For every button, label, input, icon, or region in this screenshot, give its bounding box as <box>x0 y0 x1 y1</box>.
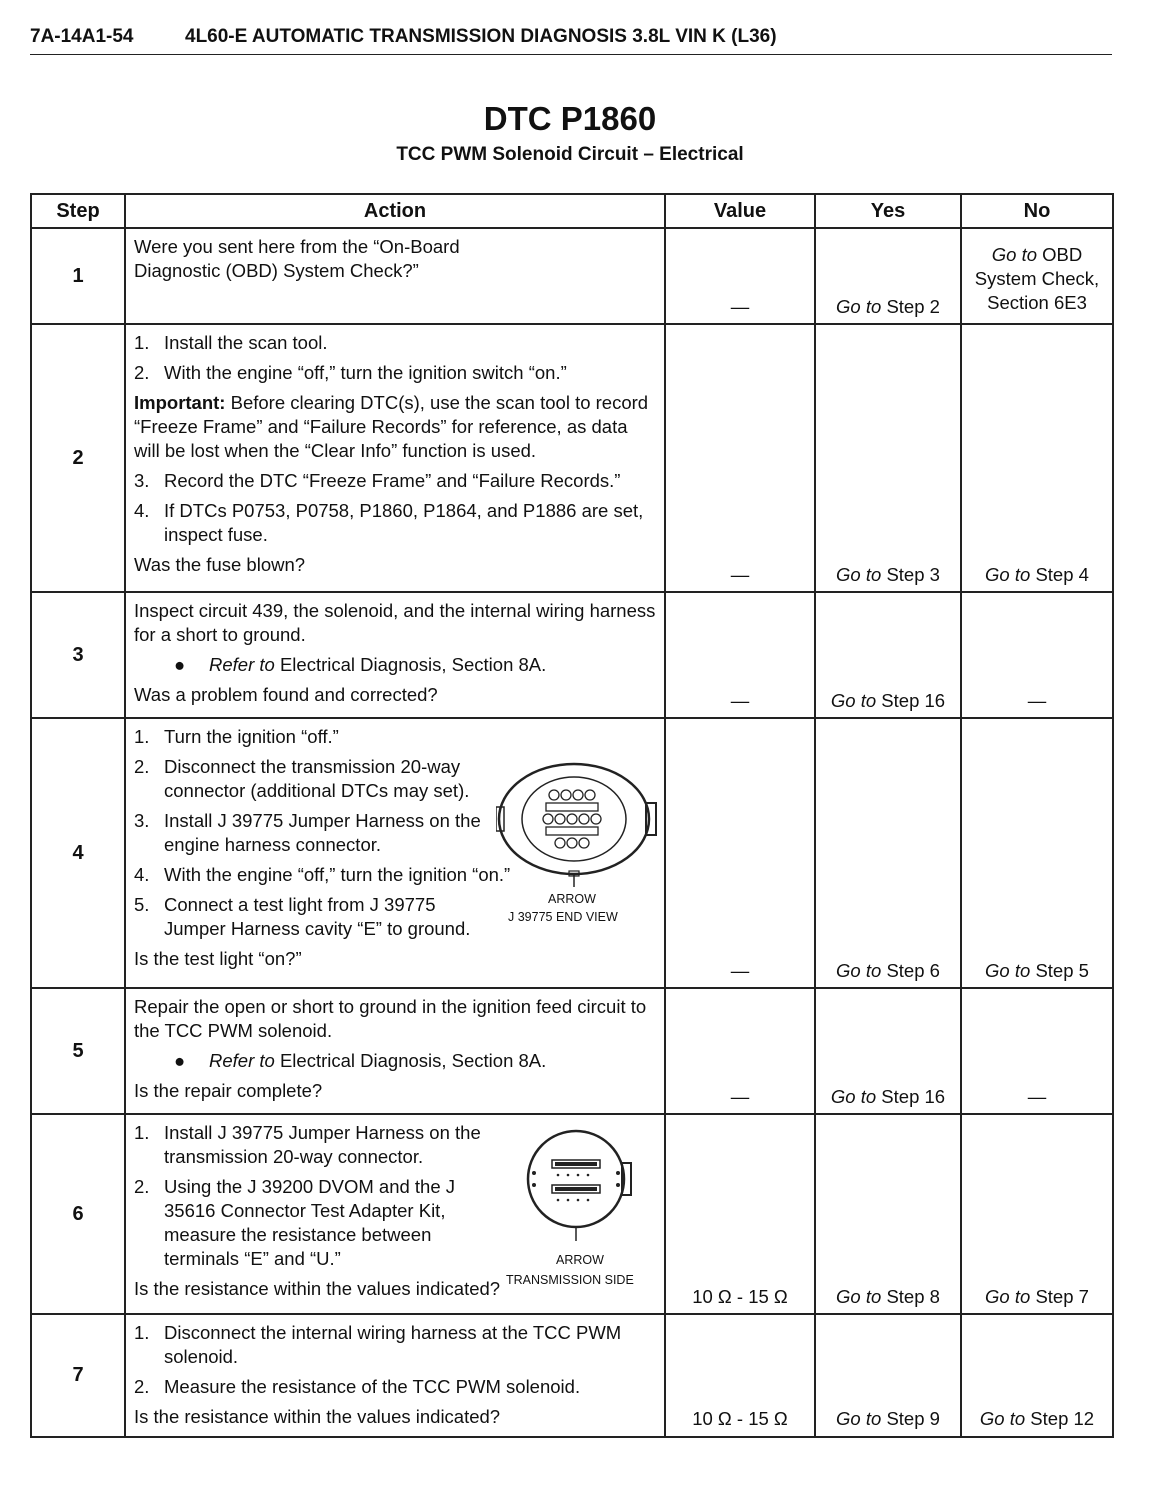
table-row <box>31 1114 1113 1314</box>
connector-diagram-icon <box>506 1127 656 1242</box>
action-item: 2. Disconnect the transmission 20-way connector (additional DTCs may set). <box>134 756 470 802</box>
question: Is the resistance within the values indicated? <box>134 1406 501 1428</box>
value-cell: 10 Ω - 15 Ω <box>665 1114 815 1314</box>
value-cell: — <box>665 324 815 592</box>
no-cell: Go to Step 5 <box>961 718 1113 988</box>
table-row <box>31 324 1113 592</box>
step-number: 3 <box>31 592 125 718</box>
header-no: No <box>961 194 1113 228</box>
figure-caption: J 39775 END VIEW <box>508 910 618 924</box>
no-cell: Go to OBD System Check, Section 6E3 <box>961 228 1113 324</box>
question: Is the repair complete? <box>134 1080 323 1102</box>
step-number: 6 <box>31 1114 125 1314</box>
action-cell <box>125 592 665 718</box>
action-item: 4. With the engine “off,” turn the ignition “on.” <box>134 864 511 886</box>
step-number: 4 <box>31 718 125 988</box>
yes-cell: Go to Step 9 <box>815 1314 961 1436</box>
yes-cell: Go to Step 2 <box>815 228 961 324</box>
no-cell: Go to Step 7 <box>961 1114 1113 1314</box>
transmission-side-figure <box>506 1127 656 1292</box>
figure-caption: TRANSMISSION SIDE <box>506 1273 634 1287</box>
step-number: 2 <box>31 324 125 592</box>
action-cell <box>125 324 665 592</box>
figure-arrow-label: ARROW <box>548 892 596 906</box>
action-item: 5. Connect a test light from J 39775 Jumper Harness cavity “E” to ground. <box>134 894 471 940</box>
question: Was the fuse blown? <box>134 554 306 576</box>
value-cell: — <box>665 592 815 718</box>
action-item: 1. Disconnect the internal wiring harness at the TCC PWM solenoid. <box>134 1322 622 1368</box>
action-item: 2. Measure the resistance of the TCC PWM solenoid. <box>134 1376 581 1398</box>
action-item: 2. With the engine “off,” turn the ignition switch “on.” <box>134 362 567 384</box>
table-row <box>31 228 1113 324</box>
dtc-code: DTC P1860 <box>483 100 657 137</box>
action-item: 1. Install J 39775 Jumper Harness on the transmission 20-way connector. <box>134 1122 481 1168</box>
page-code: 7A-14A1-54 <box>30 26 134 47</box>
diagnostic-table <box>30 193 1114 1438</box>
action-item: 2. Using the J 39200 DVOM and the J 35616 Connector Test Adapter Kit, measure the resistance between terminals “E” and “U.” <box>134 1176 456 1270</box>
figure-arrow-label: ARROW <box>556 1253 604 1267</box>
table-row <box>31 592 1113 718</box>
table-row <box>31 718 1113 988</box>
connector-end-view-figure <box>496 759 661 929</box>
table-row <box>31 1314 1113 1436</box>
dtc-subtitle: TCC PWM Solenoid Circuit – Electrical <box>396 144 744 165</box>
header-value: Value <box>665 194 815 228</box>
value-cell: — <box>665 718 815 988</box>
value-cell: — <box>665 988 815 1114</box>
table-row <box>31 988 1113 1114</box>
yes-cell: Go to Step 16 <box>815 592 961 718</box>
action-item: 1. Install the scan tool. <box>134 332 328 353</box>
step-number: 5 <box>31 988 125 1114</box>
question: Is the test light “on?” <box>134 948 302 970</box>
no-cell: Go to Step 12 <box>961 1314 1113 1436</box>
action-cell <box>125 1314 665 1436</box>
important-note: Important: Before clearing DTC(s), use the scan tool to record “Freeze Frame” and “Failure Records” for reference, as data will be lost when the “Clear Info” function is used. <box>134 392 649 462</box>
action-item: 3. Install J 39775 Jumper Harness on the engine harness connector. <box>134 810 481 856</box>
page-header <box>30 26 1112 55</box>
yes-cell: Go to Step 8 <box>815 1114 961 1314</box>
action-text: Were you sent here from the “On-Board Diagnostic (OBD) System Check?” <box>134 236 460 282</box>
action-cell <box>125 988 665 1114</box>
action-cell <box>125 1114 665 1314</box>
header-step: Step <box>31 194 125 228</box>
section-title: 4L60-E AUTOMATIC TRANSMISSION DIAGNOSIS 3.8L VIN K (L36) <box>185 26 777 47</box>
step-number: 7 <box>31 1314 125 1436</box>
no-cell: Go to Step 4 <box>961 324 1113 592</box>
no-cell: — <box>961 988 1113 1114</box>
action-cell <box>125 718 665 988</box>
yes-cell: Go to Step 16 <box>815 988 961 1114</box>
bullet-item: ● Refer to Electrical Diagnosis, Section 8A. <box>174 654 547 676</box>
connector-diagram-icon <box>496 759 661 889</box>
action-item: 1. Turn the ignition “off.” <box>134 726 339 747</box>
header-yes: Yes <box>815 194 961 228</box>
yes-cell: Go to Step 3 <box>815 324 961 592</box>
action-cell <box>125 228 665 324</box>
question: Is the resistance within the values indicated? <box>134 1278 501 1300</box>
step-number: 1 <box>31 228 125 324</box>
value-cell: — <box>665 228 815 324</box>
action-item: 4. If DTCs P0753, P0758, P1860, P1864, and P1886 are set, inspect fuse. <box>134 500 644 546</box>
action-text: Repair the open or short to ground in the ignition feed circuit to the TCC PWM solenoid. <box>134 996 647 1042</box>
value-cell: 10 Ω - 15 Ω <box>665 1314 815 1436</box>
question: Was a problem found and corrected? <box>134 684 438 706</box>
no-cell: — <box>961 592 1113 718</box>
yes-cell: Go to Step 6 <box>815 718 961 988</box>
table-header-row <box>31 194 1113 228</box>
action-item: 3. Record the DTC “Freeze Frame” and “Failure Records.” <box>134 470 621 492</box>
bullet-item: ● Refer to Electrical Diagnosis, Section 8A. <box>174 1050 547 1072</box>
action-text: Inspect circuit 439, the solenoid, and the internal wiring harness for a short to ground. <box>134 600 656 646</box>
header-action: Action <box>125 194 665 228</box>
